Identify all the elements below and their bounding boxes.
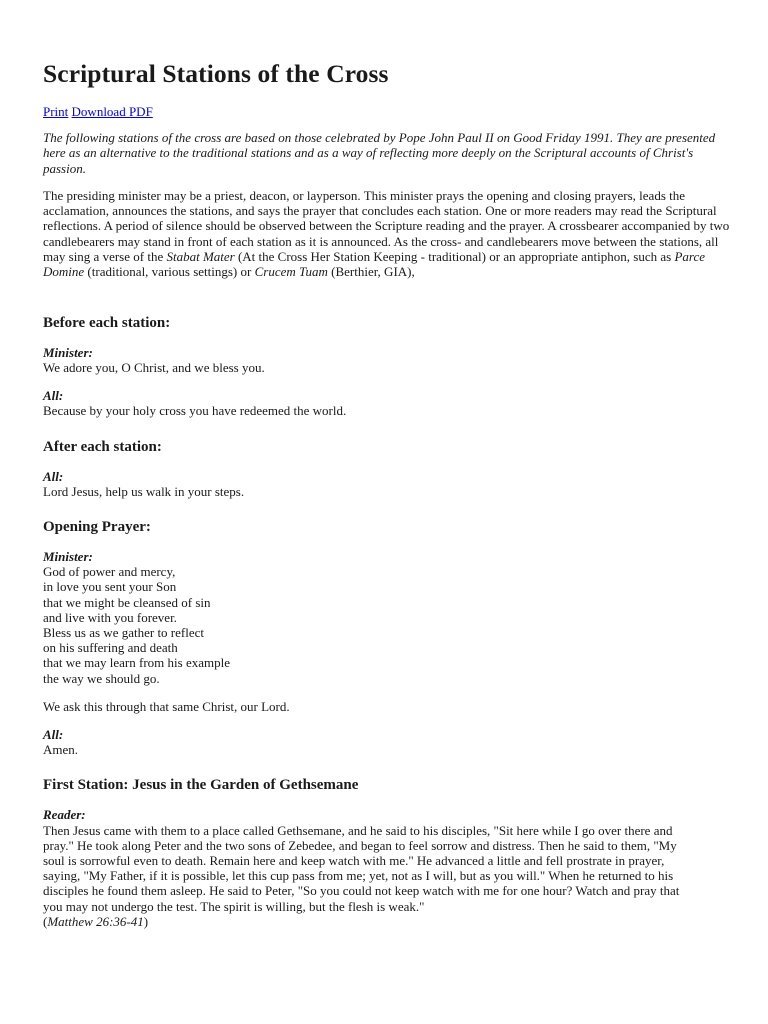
prayer-line: in love you sent your Son <box>43 579 177 595</box>
minister-label: Minister: <box>43 344 93 360</box>
reading-line: soul is sorrowful even to death. Remain here and keep watch with me." He advanced a little and fell prostrate in prayer, <box>43 853 665 869</box>
reading-line: Then Jesus came with them to a place called Gethsemane, and he said to his disciples, "Sit here while I go over there and <box>43 822 673 838</box>
after-all-block <box>43 469 733 499</box>
reading-line: disciples he found them asleep. He said to Peter, "So you could not keep watch with me for one hour? Watch and pray that <box>43 883 680 899</box>
before-minister-block <box>43 345 733 375</box>
minister-label: Minister: <box>43 549 93 564</box>
prayer-line: the way we should go. <box>43 670 160 686</box>
instructions-text-1: The presiding minister may be a priest, deacon, or layperson. This minister prays the opening and closing prayers, leads the acclamation, announces the stations, and says the prayer that concludes each station. One or more readers may read the Scriptural reflections. A period of silence should be observed between the Scripture reading and the prayer. A crossbearer accompanied by two candlebearers may stand in front of each station as it is announced. As the cross- and candlebearers move between the stations, all may sing a verse of the <box>43 188 730 264</box>
instructions-paragraph <box>43 188 733 279</box>
document-page <box>43 58 733 929</box>
prayer-line: Bless us as we gather to reflect <box>43 625 205 641</box>
reader-label: Reader: <box>43 807 86 823</box>
all-text: Amen. <box>43 742 79 758</box>
reading-line: pray." He took along Peter and the two sons of Zebedee, and began to feel sorrow and distress. Then he said to them, "My <box>43 837 677 853</box>
opening-minister-block <box>43 549 733 686</box>
prayer-line: God of power and mercy, <box>43 564 176 580</box>
citation-text: Matthew 26:36-41 <box>47 913 144 929</box>
minister-text: We adore you, O Christ, and we bless you. <box>43 359 265 375</box>
instructions-text-2: (At the Cross Her Station Keeping - traditional) or an appropriate antiphon, such as <box>234 248 675 264</box>
link-bar <box>43 104 733 120</box>
crucem-tuam-title: Crucem Tuam <box>254 263 328 279</box>
opening-prayer-heading: Opening Prayer: <box>43 519 151 535</box>
first-reader-block <box>43 807 733 929</box>
instructions-text-3: (traditional, various settings) or <box>84 263 255 279</box>
all-text: Lord Jesus, help us walk in your steps. <box>43 483 245 499</box>
before-all-block <box>43 388 733 418</box>
instructions-text-4: (Berthier, GIA), <box>327 263 415 279</box>
all-label: All: <box>43 727 64 743</box>
reading-line: you may not undergo the test. The spirit is willing, but the flesh is weak." <box>43 898 425 914</box>
first-station-heading: First Station: Jesus in the Garden of Gethsemane <box>43 777 359 794</box>
citation-open-paren: ( <box>43 913 48 929</box>
print-link[interactable]: Print <box>43 104 69 119</box>
prayer-line: and live with you forever. <box>43 609 177 625</box>
prayer-closing: We ask this through that same Christ, our Lord. <box>43 698 290 714</box>
prayer-line: on his suffering and death <box>43 640 178 656</box>
download-pdf-link[interactable]: Download PDF <box>71 104 153 119</box>
scripture-citation <box>43 914 733 929</box>
all-text: Because by your holy cross you have redeemed the world. <box>43 403 347 419</box>
all-label: All: <box>43 388 64 404</box>
page-title: Scriptural Stations of the Cross <box>43 59 389 88</box>
after-station-heading: After each station: <box>43 438 162 455</box>
parce-domine-title: Parce Domine <box>43 248 706 279</box>
reading-line: saying, "My Father, if it is possible, let this cup pass from me; yet, not as I will, but as you will." When he returned to his <box>43 868 674 884</box>
citation-close-paren: ) <box>143 913 149 929</box>
stabat-mater-title: Stabat Mater <box>166 248 235 264</box>
opening-all-block <box>43 727 733 757</box>
all-label: All: <box>43 468 64 484</box>
prayer-line: that we may learn from his example <box>43 655 230 671</box>
intro-paragraph: The following stations of the cross are based on those celebrated by Pope John Paul II on Good Friday 1991. They are presented here as an alternative to the traditional stations and as a way of reflecting more deeply on the Scriptural accounts of Christ's passion. <box>43 130 716 176</box>
before-station-heading: Before each station: <box>43 314 171 331</box>
prayer-line: that we might be cleansed of sin <box>43 594 211 610</box>
